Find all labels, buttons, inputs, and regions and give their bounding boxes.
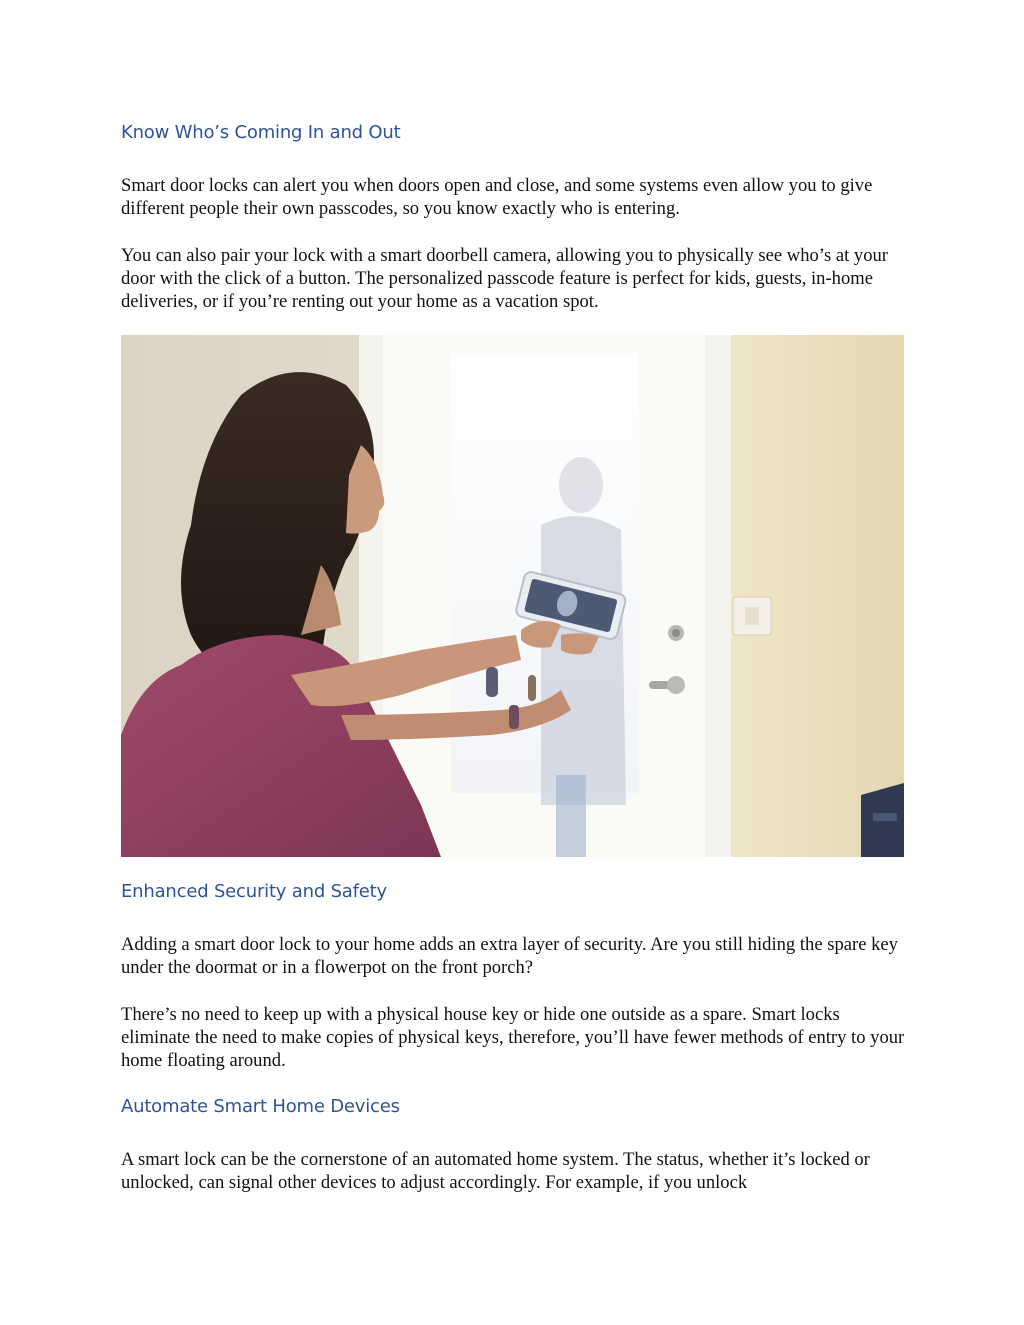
paragraph: You can also pair your lock with a smart doorbell camera, allowing you to physically see who’s at your door with the click of a button. The personalized passcode feature is perfect for kids, guests, in-home deliveries, or if you’re renting out your home as a vacation spot.	[121, 245, 889, 312]
paragraph: Smart door locks can alert you when doors open and close, and some systems even allow you to give different people their own passcodes, so you know exactly who is entering.	[121, 175, 873, 219]
paragraph: A smart lock can be the cornerstone of an automated home system. The status, whether it’s locked or unlocked, can signal other devices to adjust accordingly. For example, if you unlock	[121, 1149, 870, 1193]
paragraph: Adding a smart door lock to your home adds an extra layer of security. Are you still hiding the spare key under the doormat or in a flowerpot on the front porch?	[121, 934, 898, 978]
section-heading-enhanced-security: Enhanced Security and Safety	[121, 881, 387, 902]
section-heading-know-whos-coming: Know Who’s Coming In and Out	[121, 122, 401, 143]
section-heading-automate-smart-home: Automate Smart Home Devices	[121, 1096, 400, 1117]
paragraph: There’s no need to keep up with a physical house key or hide one outside as a spare. Smart locks eliminate the need to make copies of physical keys, therefore, you’ll have fewer methods of entry to your home floating around.	[121, 1004, 905, 1071]
photo-woman-using-doorbell-camera-app	[121, 335, 904, 857]
